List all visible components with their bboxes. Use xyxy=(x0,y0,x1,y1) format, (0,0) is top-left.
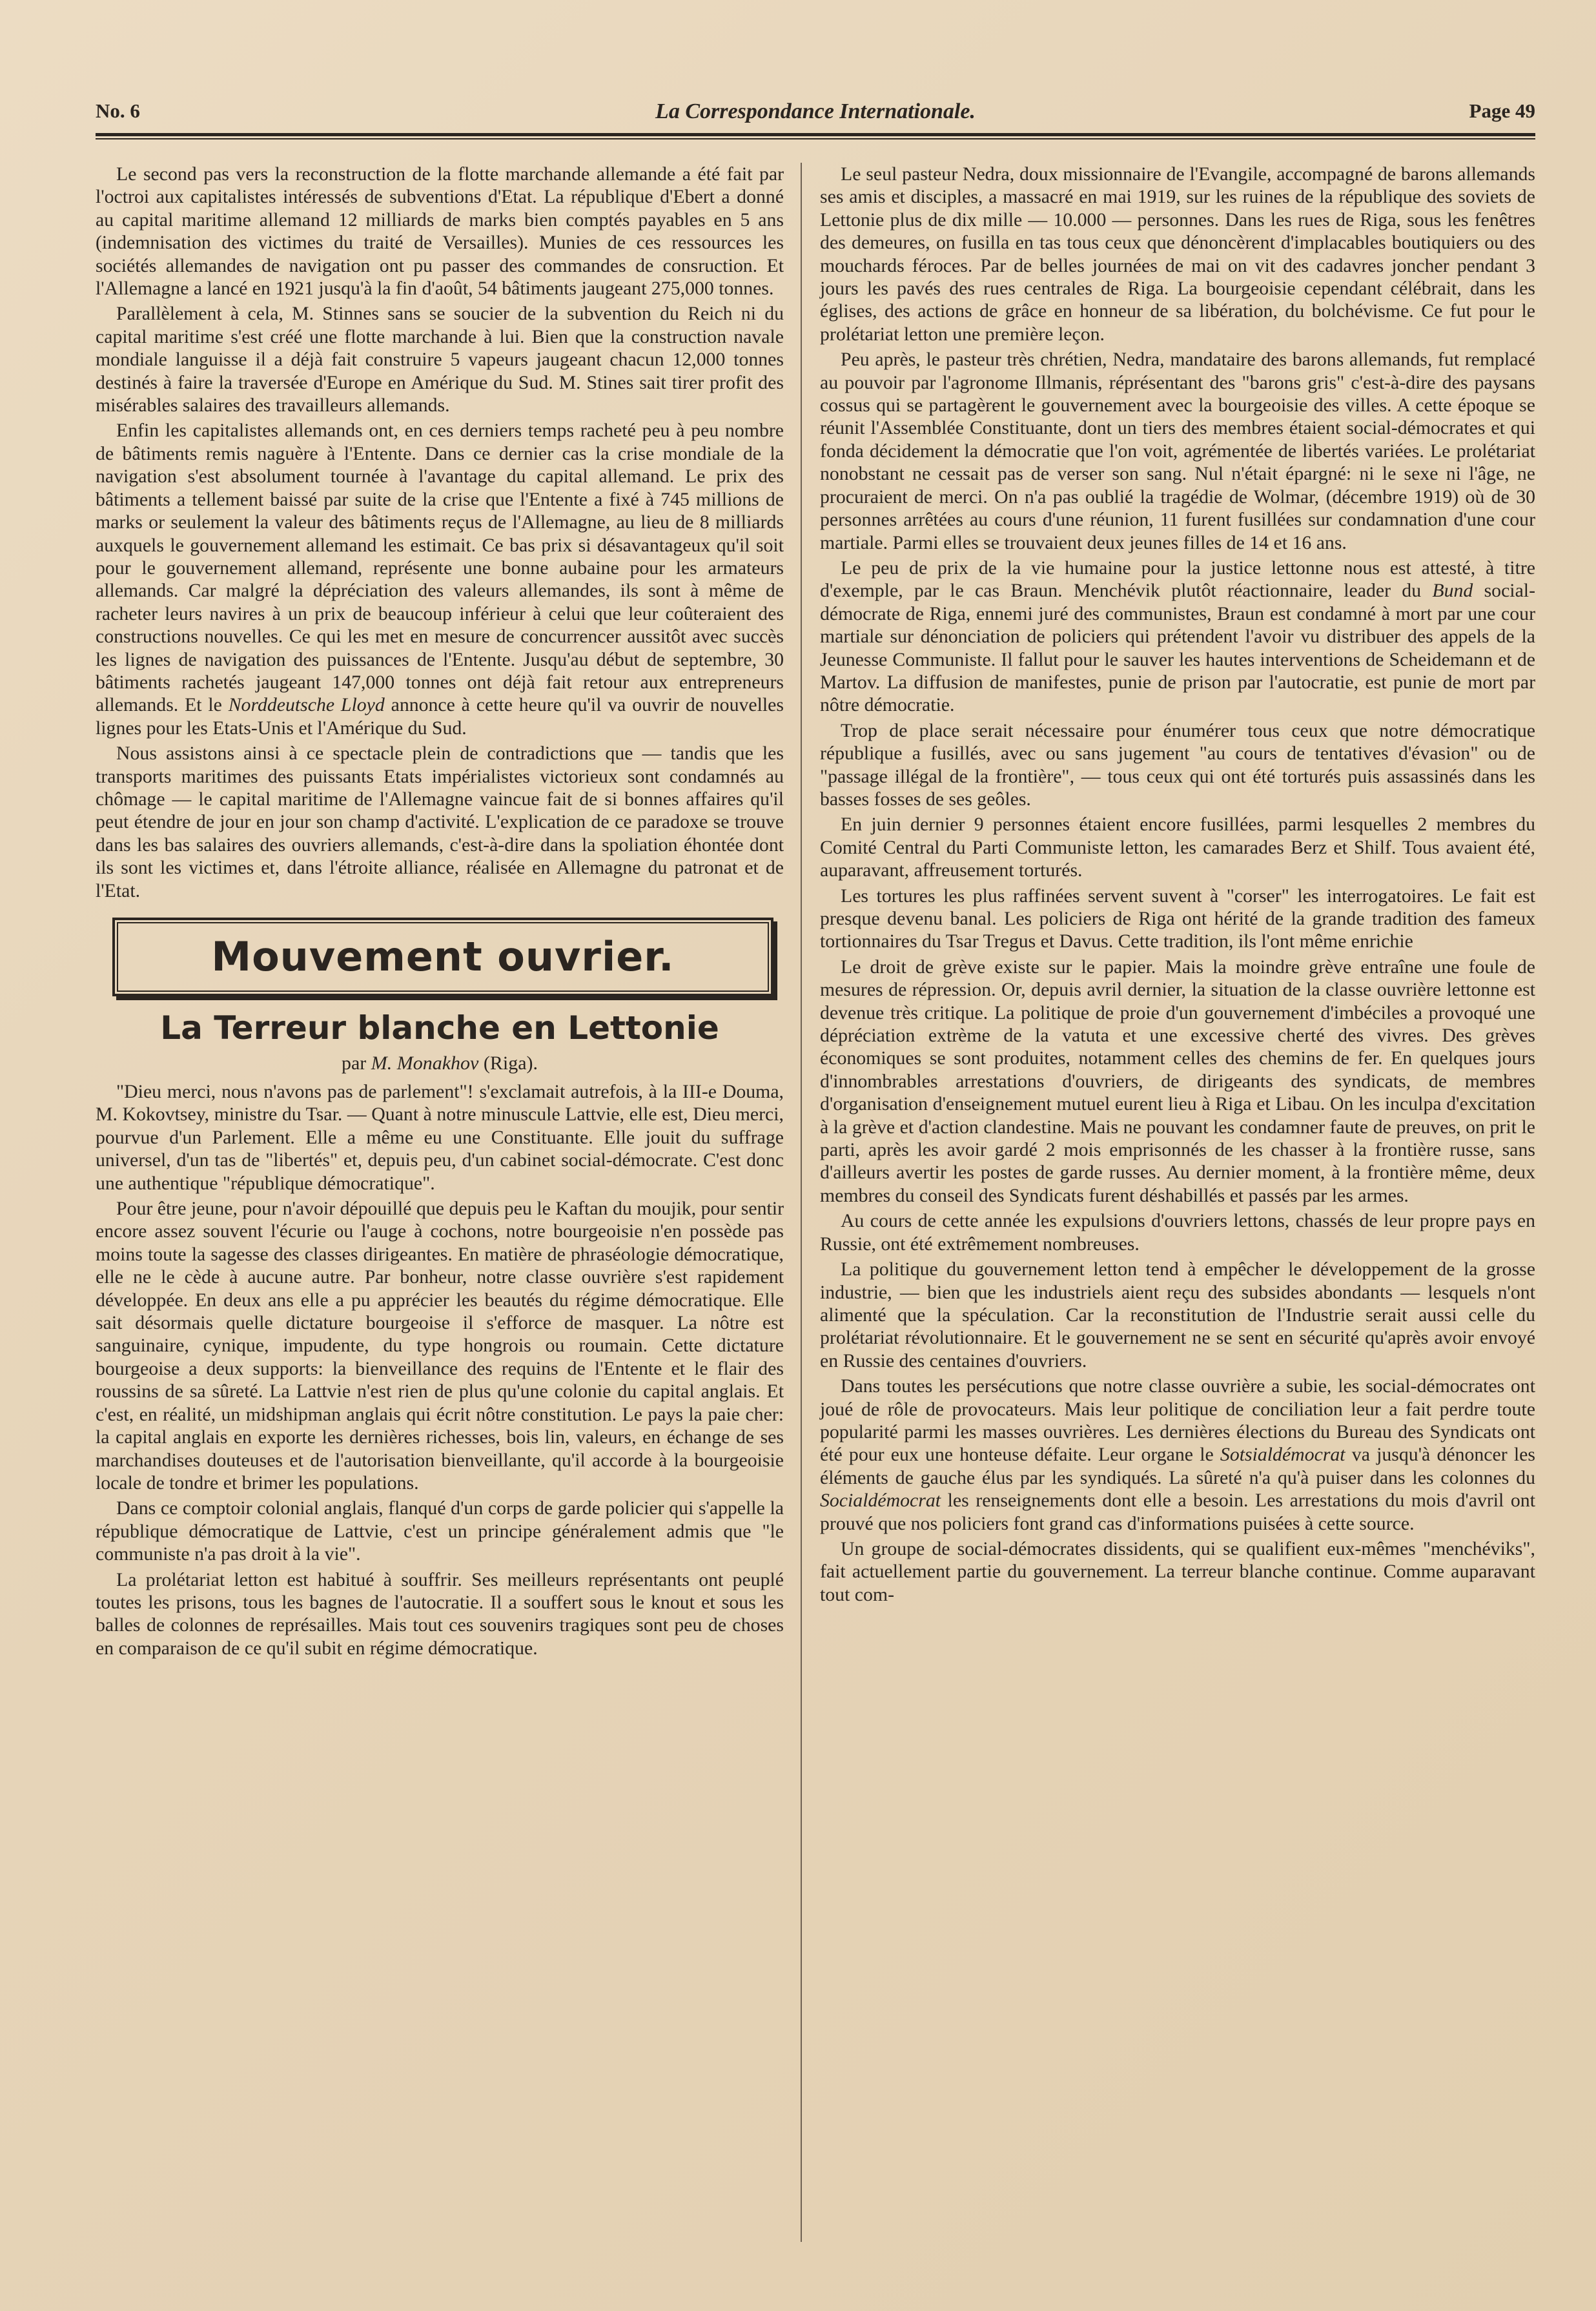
page-header xyxy=(96,96,1535,133)
section-title: Mouvement ouvrier. xyxy=(117,922,769,992)
paragraph: Un groupe de social-démocrates dissidents, qui se qualifient eux-mêmes "menchéviks", fait actuellement partie du gouvernement. La terreur blanche continue. Comme auparavant tout com- xyxy=(820,1537,1535,1605)
section-heading-box xyxy=(112,918,773,996)
paragraph xyxy=(820,557,1535,717)
issue-number: No. 6 xyxy=(96,99,140,122)
text-run: les renseignements dont elle a besoin. Les arrestations du mois d'avril ont prouvé que nos policiers font grand cas d'informations puisées à cette source. xyxy=(820,1490,1535,1534)
byline xyxy=(96,1051,784,1076)
newspaper-name: Sotsialdémocrat xyxy=(1220,1444,1345,1466)
article-title: La Terreur blanche en Lettonie xyxy=(160,1009,719,1047)
left-column xyxy=(96,163,784,2261)
organization-name: Bund xyxy=(1432,580,1473,602)
paragraph xyxy=(96,419,784,739)
text-run: Dans toutes les persécutions que notre classe ouvrière a subie, les social-démocrates ont joué de rôle de provocateurs. Mais leur politique de conciliation leur a fait perdre toute popularité parmi les masses ouvrières. Les dernières élections du Bureau des Syndicats ont été pour eux une honteuse défaite. Leur organe le xyxy=(820,1375,1535,1466)
paragraph: La prolétariat letton est habitué à souffrir. Ses meilleurs représentants ont peuplé toutes les prisons, tous les bagnes de l'autocratie. Il a souffert sous le knout et sous les balles de colonnes de représailles. Mais tout ces souvenirs tragiques sont peu de choses en comparaison de ce qu'il subit en régime démocratique. xyxy=(96,1568,784,1659)
text-run: va jusqu'à dénoncer les éléments de gauche élus par les syndiqués. La sûreté n'a qu'à puiser dans les colonnes du xyxy=(820,1444,1535,1488)
text-run: Enfin les capitalistes allemands ont, en ces derniers temps racheté peu à peu nombre de bâtiments remis naguère à l'Entente. Dans ce dernier cas la crise mondiale de la navigation s'est absolument tournée à l'avantage du capital allemand. Le prix des bâtiments a tellement baissé par suite de la crise que l'Entente a fixé à 745 millions de marks or seulement la valeur des bâtiments reçus de l'Allemagne, au lieu de 8 milliards auxquels le gouvernement allemand les estimait. Ce bas prix si désavantageux qu'il soit pour le gouvernement allemand, représente une bonne aubaine pour les armateurs allemands. Car malgré la dépréciation des valeurs allemandes, ils sont à même de racheter leurs navires à un prix de beaucoup inférieur à celui que leur coûteraient des constructions nouvelles. Ce qui les met en mesure de concurrencer aussitôt avec succès les lignes de navigation des puissances de l'Entente. Jusqu'au début de septembre, 30 bâtiments rachetés jaugeant 147,000 tonnes ont déjà fait retour aux entrepreneurs allemands. Et le xyxy=(96,420,784,716)
paragraph: Peu après, le pasteur très chrétien, Nedra, mandataire des barons allemands, fut remplacé au pouvoir par l'agronome Illmanis, réprésentant des "barons gris" c'est-à-dire des paysans cossus qui se partagèrent le gouvernement avec la bourgeoisie des villes. A cette époque se réunit l'Assemblée Constituante, dont un tiers des membres étaient social-démocrates et qui fonda décidement la démocratie que l'on voit, agrémentée de libertés variées. Le prolétariat nonobstant ne cessait pas de verser son sang. Nul n'était épargné: ni le sexe ni l'âge, ne procuraient de merci. On n'a pas oublié la tragédie de Wolmar, (décembre 1919) où de 30 personnes arrêtées au cours d'une réunion, 11 furent fusillées sur condamnation d'une cour martiale. Parmi elles se trouvaient deux jeunes filles de 14 et 16 ans. xyxy=(820,349,1535,553)
ship-company-name: Norddeutsche Lloyd xyxy=(228,694,385,716)
byline-place: (Riga). xyxy=(483,1053,538,1074)
paragraph: Au cours de cette année les expulsions d'ouvriers lettons, chassés de leur propre pays en Russie, ont été extrêmement nombreuses. xyxy=(820,1210,1535,1255)
paragraph xyxy=(820,1375,1535,1535)
header-rule xyxy=(96,133,1535,139)
paragraph: Dans ce comptoir colonial anglais, flanqué d'un corps de garde policier qui s'appelle la république démocratique de Lattvie, c'est un principe généralement admis que "le communiste n'a pas droit à la vie". xyxy=(96,1497,784,1565)
paragraph: Pour être jeune, pour n'avoir dépouillé que depuis peu le Kaftan du moujik, pour sentir encore assez souvent l'écurie ou l'auge à cochons, notre bourgeoisie n'en possède pas moins toute la sagesse des classes dirigeantes. En matière de phraséologie démocratique, elle ne le cède à aucune autre. Par bonheur, notre classe ouvrière s'est rapidement développée. En deux ans elle a pu apprécier les beautés du régime démocratique. Elle sait désormais quelle dictature bourgeoise il s'efforce de masquer. La nôtre est sanguinaire, cynique, impudente, du type hongrois ou roumain. Cette dictature bourgeoise a deux supports: la bienveillance des requins de l'Entente et le flair des roussins de sa sûreté. La Lattvie n'est rien de plus qu'une colonie du capital anglais. Et c'est, en réalité, un midshipman anglais qui écrit nôtre constitution. Le pays la paie cher: la capital anglais en exporte les dernières richesses, bois lin, valeurs, en échange de ses marchandises douteuses et de l'autorisation bienveillante, qu'il accorde à la bourgeoisie locale de tondre et brimer les populations. xyxy=(96,1198,784,1494)
paragraph: En juin dernier 9 personnes étaient encore fusillées, parmi lesquelles 2 membres du Comité Central du Parti Communiste letton, les camarades Berz et Shilf. Tous avaient été, auparavant, affreusement torturés. xyxy=(820,814,1535,881)
paragraph: Trop de place serait nécessaire pour énumérer tous ceux que notre démocratique république a fusillés, avec ou sans jugement "au cours de tentatives d'évasion" ou de "passage illégal de la frontière", — tous ceux qui ont été torturés puis assassinés dans les basses fosses de ses geôles. xyxy=(820,719,1535,810)
byline-prefix: par xyxy=(341,1053,367,1074)
newspaper-name: Socialdémocrat xyxy=(820,1490,941,1512)
paragraph: Les tortures les plus raffinées servent suvent à "corser" les interrogatoires. Le fait est presque devenu banal. Les policiers de Riga ont hérité de la grande tradition des fameux tortionnaires du Tsar Tregus et Davus. Cette tradition, ils l'ont même enrichie xyxy=(820,885,1535,952)
text-run: annonce à cette heure qu'il va ouvrir de nouvelles lignes pour les Etats-Unis et l'Amérique du Sud. xyxy=(96,694,784,739)
paragraph: Parallèlement à cela, M. Stinnes sans se soucier de la subvention du Reich ni du capital maritime s'est créé une flotte marchande à lui. Bien que la construction navale mondiale languisse il a déjà fait construire 5 vapeurs jaugeant chacun 12,000 tonnes destinés à faire la traversée d'Europe en Amérique du Sud. M. Stines sait tirer profit des misérables salaires des travailleurs allemands. xyxy=(96,303,784,416)
page-number: Page 49 xyxy=(1469,99,1535,122)
paragraph: Le droit de grève existe sur le papier. Mais la moindre grève entraîne une foule de mesures de répression. Or, depuis avril dernier, la situation de la classe ouvrière lettonne est devenue très critique. La politique de proie d'un gouvernement d'imbéciles a provoqué une dépréciation extrème de la vatuta et une excessive cherté des vivres. Des grèves économiques se sont produites, notamment celles des chemins de fer. En quelques jours d'innombrables arrestations d'ouvriers, de dirigeants des syndicats, de membres d'organisation d'enseignement mutuel eurent lieu à Riga et Libau. On les inculpa d'excitation à la grève et d'action clandestine. Mais ne pouvant les condamner faute de preuves, on prit le parti, après les avoir gardé 2 mois emprisonnés de les chasser à la frontière russe, sans d'ailleurs avertir les postes de garde russes. Au dernier moment, à la frontière même, deux membres du conseil des Syndicats furent déshabillés et passés par les armes. xyxy=(820,956,1535,1206)
text-run: Le peu de prix de la vie humaine pour la justice lettonne nous est attesté, à titre d'exemple, par le cas Braun. Menchévik plutôt réactionnaire, leader du xyxy=(820,557,1535,602)
right-column xyxy=(820,163,1535,2261)
paragraph: La politique du gouvernement letton tend à empêcher le développement de la grosse industrie, — bien que les industriels aient reçu des subsides abondants — lesquels n'ont alimenté que la spéculation. Car la reconstitution de l'Industrie serait aussi celle du prolétariat révolutionnaire. Et le gouvernement ne se sent en sécurité qu'après avoir envoyé en Russie des centaines d'ouvriers. xyxy=(820,1258,1535,1371)
paragraph: Le second pas vers la reconstruction de la flotte marchande allemande a été fait par l'octroi aux capitalistes intéressés de subventions d'Etat. La république d'Ebert a donné au capital maritime allemand 12 milliards de marks bien comptés payables en 5 ans (indemnisation des victimes du traité de Versailles). Munies de ces ressources les sociétés allemandes de navigation ont pu passer des commandes de consruction. Et l'Allemagne a lancé en 1921 jusqu'à la fin d'août, 54 bâtiments jaugeant 275,000 tonnes. xyxy=(96,163,784,300)
byline-author: M. Monakhov xyxy=(371,1053,479,1074)
paragraph: Nous assistons ainsi à ce spectacle plein de contradictions que — tandis que les transports maritimes des puissants Etats impérialistes victorieux sont condamnés au chômage — le capital maritime de l'Allemagne vaincue fait de si bonnes affaires qu'il peut étendre de jour en jour son champ d'activité. L'explication de ce paradoxe se trouve dans les bas salaires des ouvriers allemands, c'est-à-dire dans la spoliation éhontée dont ils sont les victimes et, dans l'étroite alliance, réalisée en Allemagne du patronat et de l'Etat. xyxy=(96,743,784,901)
paragraph: "Dieu merci, nous n'avons pas de parlement"! s'exclamait autrefois, à la III-e Douma, M. Kokovtsey, ministre du Tsar. — Quant à notre minuscule Lattvie, elle est, Dieu merci, pourvue d'un Parlement. Elle a même eu une Constituante. Elle jouit du suffrage universel, d'un tas de "libertés" et, depuis peu, d'un cabinet social-démocrate. C'est donc une authentique "république démocratique". xyxy=(96,1081,784,1194)
paragraph: Le seul pasteur Nedra, doux missionnaire de l'Evangile, accompagné de barons allemands ses amis et disciples, a massacré en mai 1919, sur les ruines de la république des soviets de Lettonie plus de dix mille — 10.000 — personnes. Dans les rues de Riga, sous les fenêtres des demeures, on fusilla en tas tous ceux que dénoncèrent d'implacables boutiquiers ou des mouchards féroces. Par de belles journées de mai on vit des cadavres joncher pendant 3 jours les pavés des rues centrales de Riga. La bourgeoisie cependant célébrait, dans les églises, des actions de grâce en honneur de sa libération, du bolchévisme. Ce fut pour le prolétariat letton une première leçon. xyxy=(820,163,1535,345)
publication-title: La Correspondance Internationale. xyxy=(655,99,976,123)
column-divider xyxy=(801,163,802,2242)
text-run: social-démocrate de Riga, ennemi juré des communistes, Braun est condamné à mort par une cour martiale sur dénonciation de policiers qui prétendent l'avoir vu distribuer des appels de la Jeunesse Communiste. Il fallut pour le sauver les hautes interventions de Scheidemann et de Martov. La diffusion de manifestes, punie de prison par l'autocratie, est punie de mort par nôtre démocratie. xyxy=(820,580,1535,716)
